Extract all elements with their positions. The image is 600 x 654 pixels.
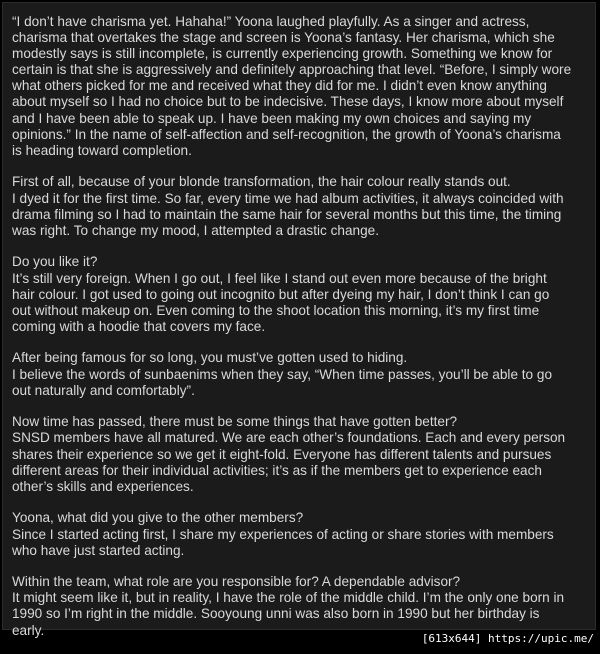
answer-line: hair colour. I got used to going out incognito but after dyeing my hair, I don’t think I can go [12, 286, 550, 302]
qa-things-better [12, 414, 598, 494]
qa-blonde-transformation [12, 174, 598, 238]
answer-line: who have just started acting. [12, 542, 185, 558]
answer-line: I dyed it for the first time. So far, every time we had album activities, it always coincided with [12, 190, 564, 206]
text-line: modestly says is still incomplete, is currently experiencing growth. Something we know for [12, 46, 553, 62]
answer-line: coming with a hoodie that covers my face. [12, 318, 266, 334]
question-line: First of all, because of your blonde transformation, the hair colour really stands out. [12, 174, 511, 190]
text-line: about myself so I had no choice but to be indecisive. These days, I know more about myself [12, 94, 564, 110]
qa-famous-hiding [12, 350, 598, 398]
qa-give-members [12, 510, 598, 558]
answer-line: drama filming so I had to maintain the same hair for several months but this time, the timing [12, 206, 562, 222]
answer-line: was right. To change my mood, I attempted a drastic change. [12, 222, 379, 238]
answer-line: different areas for their individual activities; it’s as if the members get to experience each [12, 462, 542, 478]
text-line: is heading toward completion. [12, 142, 192, 158]
article-panel [2, 2, 596, 638]
image-host-watermark: [613x644] https://upic.me/ [421, 632, 594, 645]
text-line: and I have been able to speak up. I have been making my own choices and saying my [12, 110, 532, 126]
paragraph-intro [12, 14, 598, 159]
question-line: After being famous for so long, you must’ve gotten used to hiding. [12, 350, 408, 366]
text-line: “I don’t have charisma yet. Hahaha!” Yoona laughed playfully. As a singer and actress, [12, 14, 530, 29]
answer-line: shares their experience so we get it eight-fold. Everyone has different talents and pursues [12, 446, 552, 462]
answer-line: out naturally and comfortably”. [12, 382, 195, 398]
question-line: Now time has passed, there must be some things that have gotten better? [12, 414, 458, 430]
question-line: Within the team, what role are you responsible for? A dependable advisor? [12, 574, 461, 590]
question-line: Do you like it? [12, 254, 98, 270]
question-line: Yoona, what did you give to the other members? [12, 510, 304, 526]
answer-line: It might seem like it, but in reality, I have the role of the middle child. I’m the only one born in [12, 590, 565, 606]
text-line: charisma that overtakes the stage and screen is Yoona’s fantasy. Her charisma, which she [12, 30, 555, 46]
answer-line: out without makeup on. Even coming to the shoot location this morning, it’s my first time [12, 302, 540, 318]
answer-line: 1990 so I’m right in the middle. Sooyoung unni was also born in 1990 but her birthday is [12, 606, 540, 622]
answer-line: I believe the words of sunbaenims when they say, “When time passes, you’ll be able to go [12, 366, 553, 382]
answer-line: SNSD members have all matured. We are each other’s foundations. Each and every person [12, 430, 566, 446]
qa-team-role [12, 574, 598, 638]
text-line: what others picked for me and received what they did for me. I didn’t even know anything [12, 78, 547, 94]
qa-do-you-like-it [12, 254, 598, 334]
text-line: opinions.” In the name of self-affection and self-recognition, the growth of Yoona’s charisma [12, 126, 561, 142]
answer-line: early. [12, 622, 45, 638]
answer-line: It’s still very foreign. When I go out, I feel like I stand out even more because of the bright [12, 270, 547, 286]
text-line: certain is that she is aggressively and definitely approaching that level. “Before, I simply wore [12, 62, 572, 78]
answer-line: other’s skills and experiences. [12, 478, 194, 494]
article-body [12, 14, 598, 654]
answer-line: Since I started acting first, I share my experiences of acting or share stories with members [12, 526, 554, 542]
